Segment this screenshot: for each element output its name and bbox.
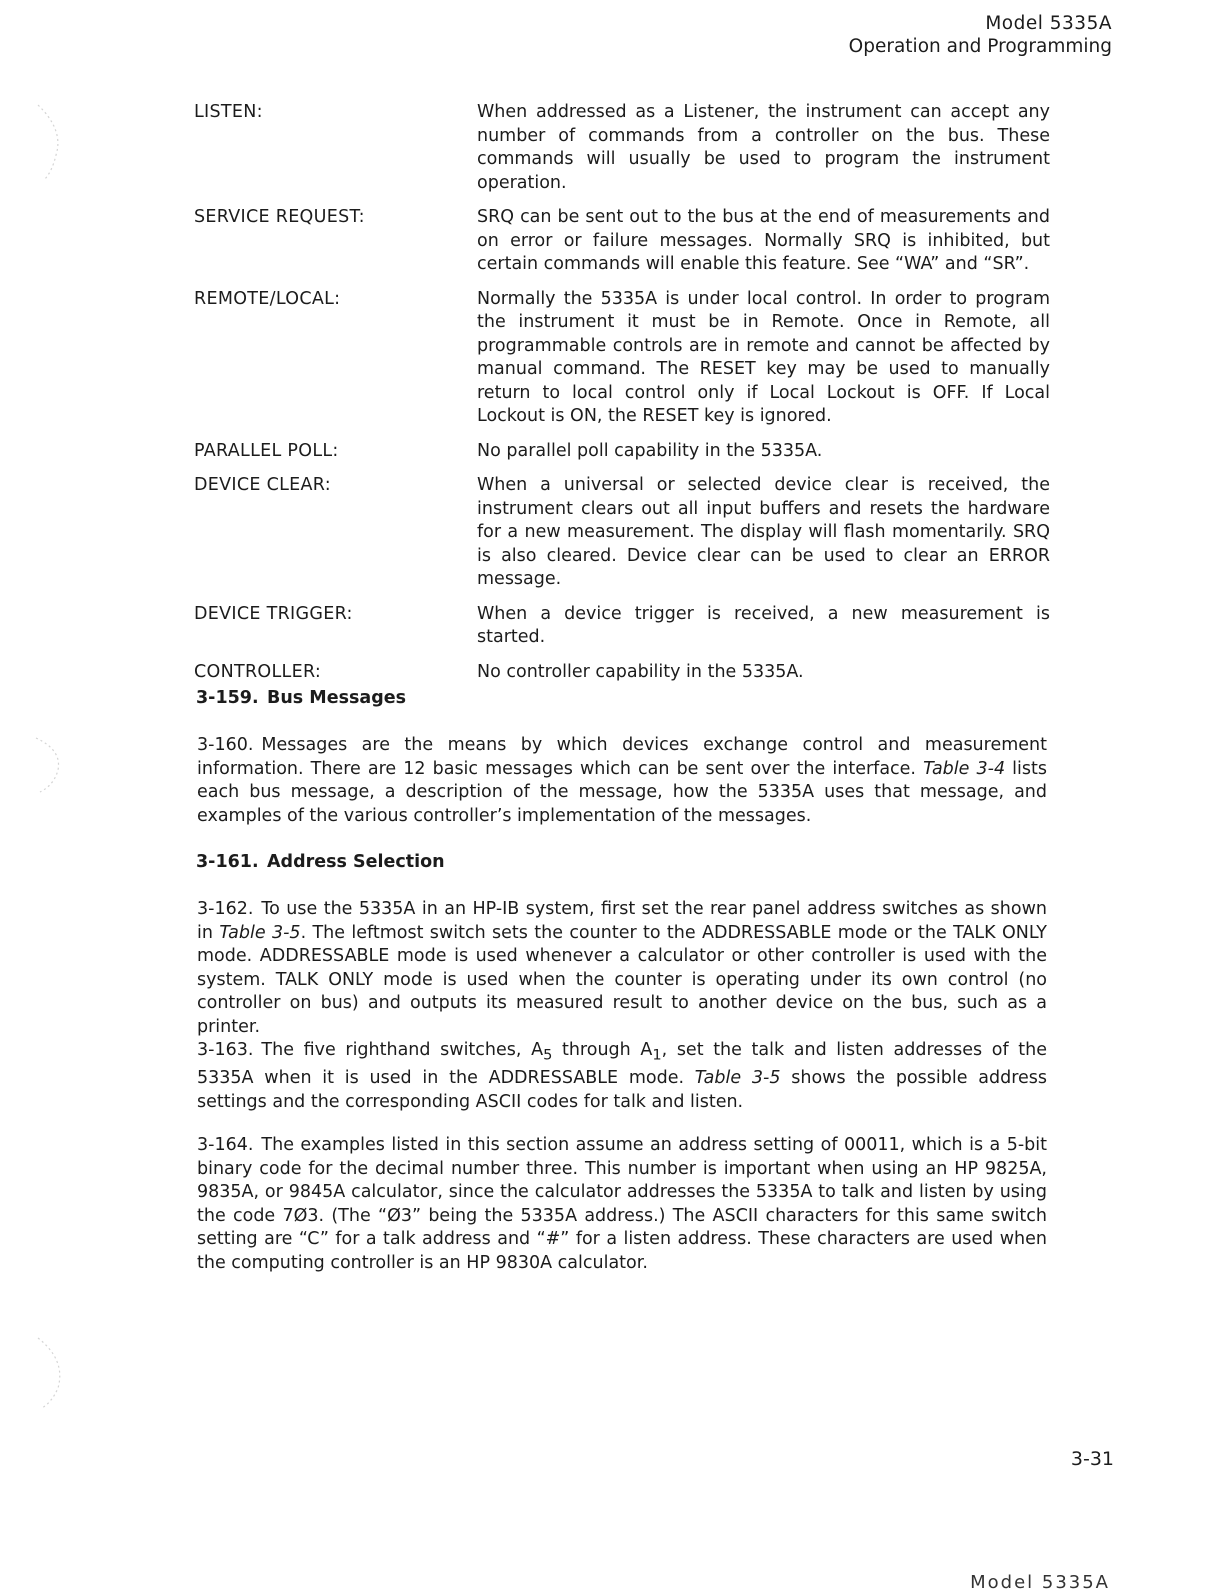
- definition-device-trigger: [194, 603, 1050, 650]
- paragraph-number: 3-160.: [197, 735, 254, 755]
- section-title: Bus Messages: [267, 688, 407, 708]
- definition-description: Normally the 5335A is under local control. In order to program the instrument it must be in Remote. Once in Remote, all programmable controls are in remote and cannot be affected by manual command. The RESET key may be used to manually return to local control only if Local Lockout is OFF. If Local Lockout is ON, the RESET key is ignored.: [477, 288, 1050, 426]
- bottom-running-footer: Model 5335A: [970, 1572, 1110, 1593]
- running-header: [849, 12, 1112, 58]
- definition-term: DEVICE CLEAR:: [194, 475, 331, 495]
- header-section: Operation and Programming: [848, 36, 1112, 57]
- definition-parallel-poll: [194, 440, 1050, 464]
- subscript: 5: [543, 1046, 553, 1064]
- paragraph-text: lists each bus message, a description of the message, how the 5335A uses that message, and examples of the various controller’s implementation of the messages.: [197, 758, 1047, 826]
- definition-remote-local: [194, 288, 1050, 429]
- capability-definitions: [194, 101, 1050, 684]
- paragraph-text: Messages are the means by which devices exchange control and measurement information. There are 12 basic messages which can be sent over the interface.: [197, 735, 1047, 779]
- section-heading-bus-messages: [196, 688, 406, 708]
- page-number: 3-31: [1070, 1448, 1114, 1470]
- header-model: Model 5335A: [985, 13, 1112, 34]
- definition-description: SRQ can be sent out to the bus at the end of measurements and on error or failure messages. Normally SRQ is inhibited, but certain commands will enable this feature. See “WA” and “SR”.: [477, 207, 1050, 274]
- paragraph-3-162: [197, 898, 1047, 1039]
- definition-term: SERVICE REQUEST:: [194, 207, 365, 227]
- definition-description: When a device trigger is received, a new measurement is started.: [477, 603, 1050, 647]
- section-title: Address Selection: [267, 852, 445, 872]
- paragraph-text: , set the talk and listen addresses of the 5335A when it is used in the ADDRESSABLE mode.: [197, 1040, 1047, 1088]
- definition-term: REMOTE/LOCAL:: [194, 288, 341, 309]
- paragraph-text: To use the 5335A in an HP-IB system, first set the rear panel address switches as shown in: [197, 899, 1047, 943]
- definition-term: LISTEN:: [194, 102, 263, 122]
- definition-term: PARALLEL POLL:: [194, 440, 339, 461]
- paragraph-number: 3-162.: [197, 899, 254, 919]
- section-number: 3-161.: [196, 852, 259, 872]
- paragraph-number: 3-163.: [197, 1040, 254, 1060]
- paragraph-3-163: [197, 1039, 1047, 1114]
- punch-hole-mark: [28, 1330, 68, 1420]
- paragraph-3-164: [197, 1134, 1047, 1275]
- definition-description: No parallel poll capability in the 5335A.: [477, 440, 823, 461]
- paragraph-text: The examples listed in this section assume an address setting of 00011, which is a 5-bit binary code for the decimal number three. This number is important when using an HP 9825A, 9835A, or 9845A calculator, since the calculator addresses the 5335A to talk and listen by using the code 7Ø3. (The “Ø3” being the 5335A address.) The ASCII characters for this same switch setting are “C” for a talk address and “#” for a listen address. These characters are used when the computing controller is an HP 9830A calculator.: [197, 1135, 1047, 1273]
- paragraph-text: The five righthand switches, A: [261, 1040, 544, 1060]
- definition-service-request: [194, 206, 1050, 277]
- paragraph-text: through A: [552, 1040, 653, 1060]
- table-reference: Table 3-5: [219, 922, 301, 943]
- table-reference: Table 3-5: [694, 1068, 781, 1088]
- section-heading-address-selection: [196, 852, 445, 872]
- paragraph-text: shows the possible address settings and the corresponding ASCII codes for talk and listen.: [197, 1068, 1048, 1112]
- punch-hole-mark: [28, 100, 68, 190]
- definition-term: CONTROLLER:: [194, 661, 322, 682]
- definition-description: When addressed as a Listener, the instrument can accept any number of commands from a controller on the bus. These commands will usually be used to program the instrument operation.: [477, 102, 1050, 193]
- paragraph-3-160: [197, 734, 1047, 828]
- definition-controller: [194, 661, 1050, 685]
- paragraph-number: 3-164.: [197, 1135, 254, 1155]
- definition-listen: [194, 101, 1050, 195]
- table-reference: Table 3-4: [923, 758, 1006, 779]
- definition-term: DEVICE TRIGGER:: [194, 603, 353, 624]
- paragraph-text: . The leftmost switch sets the counter to the ADDRESSABLE mode or the TALK ONLY mode. ADDRESSABLE mode is used whenever a calculator or other controller is used with the system. TALK ONLY mode is used when the counter is operating under its own control (no controller on bus) and outputs its measured result to another device on the bus, such as a printer.: [197, 922, 1047, 1037]
- definition-device-clear: [194, 474, 1050, 592]
- subscript: 1: [652, 1046, 662, 1064]
- definition-description: When a universal or selected device clear is received, the instrument clears out all input buffers and resets the hardware for a new measurement. The display will flash momentarily. SRQ is also cleared. Device clear can be used to clear an ERROR message.: [477, 475, 1050, 589]
- definition-description: No controller capability in the 5335A.: [477, 661, 804, 682]
- section-number: 3-159.: [196, 688, 259, 708]
- punch-hole-mark: [28, 730, 68, 820]
